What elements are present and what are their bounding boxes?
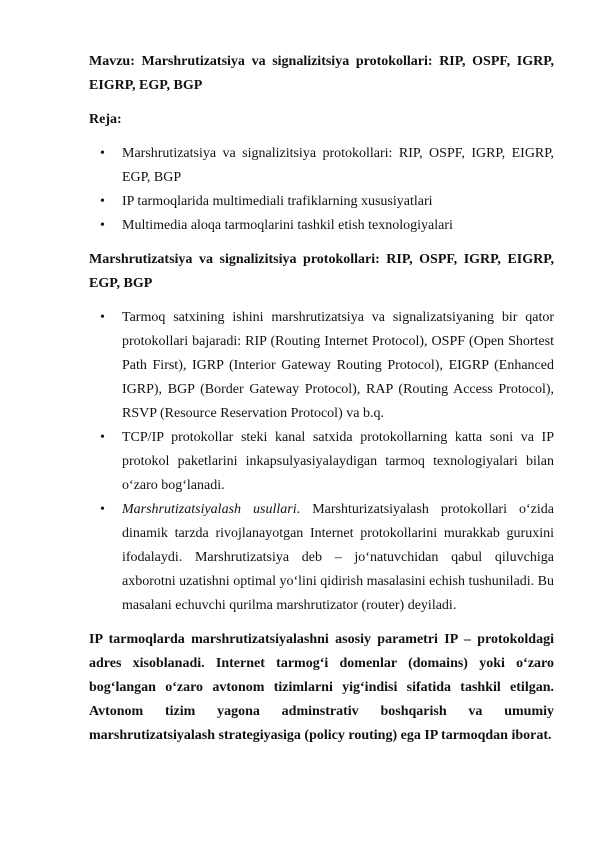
plan-item: • IP tarmoqlarida multimediali trafiklarning xususiyatlari bbox=[89, 190, 554, 214]
section-item-protocols: • Tarmoq satxining ishini marshrutizatsiya va signalizatsiyaning bir qator protokollari bajaradi: RIP (Routing Internet Protocol), OSPF (Open Shortest Path First), IGRP (Interior Gateway Routing Protocol), EIGRP (Enhanced IGRP), BGP (Border Gateway Protocol), RAP (Routing Access Protocol), RSVP (Resource Reservation Protocol) va b.q. bbox=[89, 306, 554, 426]
plan-item: • Multimedia aloqa tarmoqlarini tashkil etish texnologiyalari bbox=[89, 214, 554, 238]
routing-methods-term: Marshrutizatsiyalash usullari bbox=[122, 502, 297, 517]
section-title: Marshrutizatsiya va signalizitsiya protokollari: RIP, OSPF, IGRP, EIGRP, EGP, BGP bbox=[89, 252, 554, 291]
section-list bbox=[89, 306, 554, 618]
plan-list bbox=[89, 142, 554, 238]
routing-methods-text: . Marshturizatsiyalash protokollari o‘zida dinamik tarzda rivojlanayotgan Internet protokollarini murakkab guruxini ifodalaydi. Marshrutizatsiya deb – jo‘natuvchidan qabul qiluvchiga axborotni uzatishni optimal yo‘lini qidirish masalasini echish tushuniladi. Bu masalani echuvchi qurilma marshrutizator (router) deyiladi. bbox=[122, 502, 555, 613]
plan-label: Reja: bbox=[89, 112, 122, 127]
plan-item: • Marshrutizatsiya va signalizitsiya protokollari: RIP, OSPF, IGRP, EIGRP, EGP, BGP bbox=[89, 142, 554, 190]
topic-heading: Mavzu: Marshrutizatsiya va signalizitsiya protokollari: RIP, OSPF, IGRP, EIGRP, EGP, BGP bbox=[89, 54, 554, 93]
closing-paragraph: IP tarmoqlarda marshrutizatsiyalashni asosiy parametri IP – protokoldagi adres xisoblanadi. Internet tarmog‘i domenlar (domains) yoki o‘zaro bog‘langan o‘zaro avtonom tizimlarni yig‘indisi sifatida tashkil etilgan. Avtonom tizim yagona adminstrativ boshqarish va umumiy marshrutizatsiyalash strategiyasiga (policy routing) ega IP tarmoqdan iborat. bbox=[89, 632, 554, 743]
section-item-tcpip: • TCP/IP protokollar steki kanal satxida protokollarning katta soni va IP protokol paketlarini inkapsulyasiyalaydigan tarmoq texnologiyalari bilan o‘zaro bog‘lanadi. bbox=[89, 426, 554, 498]
section-item-routing-methods bbox=[89, 498, 554, 618]
document-page bbox=[89, 50, 554, 748]
